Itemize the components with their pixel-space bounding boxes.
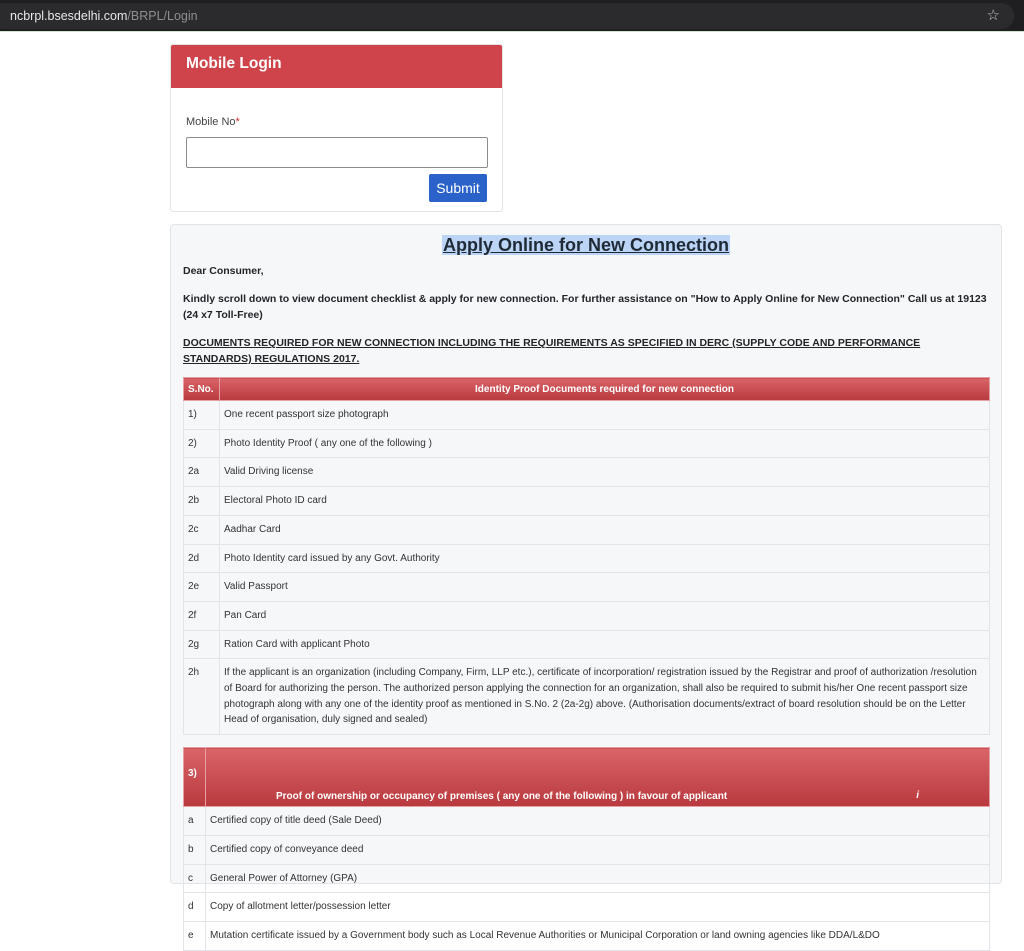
url-path: /BRPL/Login <box>127 9 198 23</box>
mobile-no-input[interactable] <box>186 137 488 168</box>
row-sno: 2f <box>184 601 220 630</box>
mobile-login-card <box>170 44 503 212</box>
login-card-title: Mobile Login <box>171 45 502 88</box>
intro-text: Kindly scroll down to view document checklist & apply for new connection. For further assistance on "How to Apply Online for New Connection" Call us at 19123 (24 x7 Toll-Free) <box>183 293 987 321</box>
table-row <box>184 630 990 659</box>
table-row <box>184 429 990 458</box>
row-text: Aadhar Card <box>220 515 990 544</box>
table-row <box>184 893 990 922</box>
table-header-row <box>184 748 990 807</box>
info-icon[interactable]: i <box>916 790 919 802</box>
address-bar[interactable] <box>0 3 1014 29</box>
browser-toolbar <box>0 0 1024 32</box>
table-row <box>184 544 990 573</box>
row-sno: a <box>184 807 206 836</box>
row-text: If the applicant is an organization (including Company, Firm, LLP etc.), certificate of incorporation/ registration issued by the Registrar and proof of authorization /resolution of Board for authorizing the person. The authorized person applying the connection for an organization, shall also be required to submit his/her One recent passport size photograph along with any one of the identity proof as mentioned in S.No. 2 (2a-2g) above. (Authorisation documents/extract of board resolution should be on the Letter Head of organisation, duly signed and sealed) <box>220 659 990 735</box>
documents-heading: DOCUMENTS REQUIRED FOR NEW CONNECTION INCLUDING THE REQUIREMENTS AS SPECIFIED IN DERC (SUPPLY CODE AND PERFORMANCE STANDARDS) REGULATIONS 2017. <box>183 337 921 365</box>
sno-header: S.No. <box>184 378 220 401</box>
row-sno: 1) <box>184 401 220 430</box>
row-text: General Power of Attorney (GPA) <box>206 864 990 893</box>
row-text: Copy of allotment letter/possession letter <box>206 893 990 922</box>
row-sno: b <box>184 835 206 864</box>
row-sno: 2g <box>184 630 220 659</box>
ownership-header-text: Proof of ownership or occupancy of premises ( any one of the following ) in favour of applicant <box>276 791 728 803</box>
required-marker: * <box>235 116 240 128</box>
row-sno: 2d <box>184 544 220 573</box>
row-sno: d <box>184 893 206 922</box>
table-row <box>184 487 990 516</box>
row-text: Photo Identity card issued by any Govt. Authority <box>220 544 990 573</box>
url-host: ncbrpl.bsesdelhi.com <box>10 9 128 23</box>
table-header-row <box>184 378 990 401</box>
table-row <box>184 807 990 836</box>
row-sno: e <box>184 921 206 950</box>
table-row <box>184 921 990 950</box>
row-sno: 2b <box>184 487 220 516</box>
star-icon[interactable]: ☆ <box>986 7 1000 24</box>
row-text: Electoral Photo ID card <box>220 487 990 516</box>
row-text: Pan Card <box>220 601 990 630</box>
row-text: Certified copy of conveyance deed <box>206 835 990 864</box>
row-text: Ration Card with applicant Photo <box>220 630 990 659</box>
row-sno: 2h <box>184 659 220 735</box>
table-row <box>184 864 990 893</box>
ownership-proof-table <box>183 747 990 951</box>
row-text: Valid Driving license <box>220 458 990 487</box>
table-row <box>184 458 990 487</box>
identity-proof-table <box>183 377 990 735</box>
table-row <box>184 573 990 602</box>
sno-header: 3) <box>184 748 206 807</box>
table-row <box>184 401 990 430</box>
table-row <box>184 601 990 630</box>
mobile-no-label <box>186 116 240 128</box>
submit-button[interactable]: Submit <box>429 174 487 202</box>
row-sno: 2a <box>184 458 220 487</box>
table-row <box>184 515 990 544</box>
row-sno: 2) <box>184 429 220 458</box>
page-title-text: Apply Online for New Connection <box>442 235 729 255</box>
page-title <box>183 235 989 256</box>
row-sno: c <box>184 864 206 893</box>
new-connection-info-panel <box>170 224 1002 941</box>
row-sno: 2e <box>184 573 220 602</box>
ownership-proof-header <box>206 748 990 807</box>
table-row <box>184 835 990 864</box>
row-sno: 2c <box>184 515 220 544</box>
table-row <box>184 659 990 735</box>
identity-proof-header: Identity Proof Documents required for new connection <box>220 378 990 401</box>
greeting-text: Dear Consumer, <box>183 265 264 277</box>
mobile-no-label-text: Mobile No <box>186 116 236 128</box>
row-text: Valid Passport <box>220 573 990 602</box>
row-text: Mutation certificate issued by a Government body such as Local Revenue Authorities or Municipal Corporation or land owning agencies like DDA/L&DO <box>206 921 990 950</box>
row-text: Photo Identity Proof ( any one of the following ) <box>220 429 990 458</box>
row-text: One recent passport size photograph <box>220 401 990 430</box>
row-text: Certified copy of title deed (Sale Deed) <box>206 807 990 836</box>
